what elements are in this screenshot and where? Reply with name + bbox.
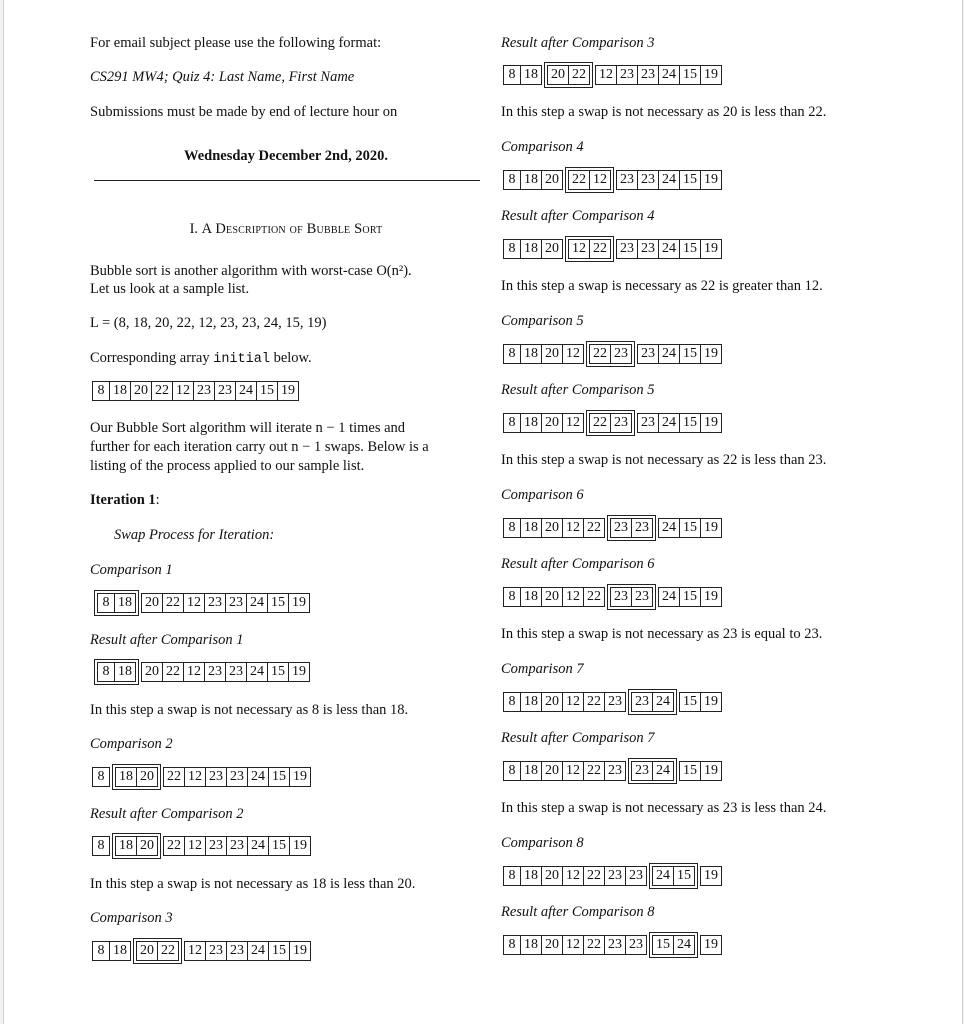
array-cell: 8 — [503, 344, 521, 364]
explanation-4: In this step a swap is necessary as 22 is greater than 12. — [501, 278, 823, 294]
compared-pair-box — [607, 584, 656, 610]
array-cell: 18 — [115, 767, 137, 787]
array-initial — [92, 381, 299, 401]
result-1-label: Result after Comparison 1 — [90, 632, 244, 648]
array-cell: 19 — [700, 587, 722, 607]
corresponding-prefix: Corresponding array — [90, 350, 210, 366]
explanation-5: In this step a swap is not necessary as 22 is less than 23. — [501, 452, 827, 468]
array-cell: 20 — [541, 344, 563, 364]
array-cell: 23 — [604, 935, 626, 955]
array-cell: 23 — [205, 941, 227, 961]
comparison-2-label: Comparison 2 — [90, 736, 173, 752]
array-cell: 23 — [637, 413, 659, 433]
section-heading — [90, 220, 482, 238]
array-cell: 15 — [256, 381, 278, 401]
array-cell: 8 — [503, 692, 521, 712]
array-cell: 18 — [520, 239, 542, 259]
array-cell: 8 — [92, 381, 110, 401]
array-cell: 8 — [503, 518, 521, 538]
array-result-7 — [503, 761, 722, 781]
array-result-3 — [503, 65, 722, 85]
array-cell: 23 — [604, 866, 626, 886]
array-cell: 22 — [163, 836, 185, 856]
comparison-6-label: Comparison 6 — [501, 487, 584, 503]
array-result-1 — [92, 662, 310, 682]
array-cell: 19 — [700, 518, 722, 538]
array-comparison-1 — [92, 593, 310, 613]
section-title: A Description of Bubble Sort — [201, 221, 383, 237]
array-cell: 15 — [268, 767, 290, 787]
array-cell: 24 — [247, 836, 269, 856]
compared-pair-box — [586, 341, 635, 367]
array-cell: 24 — [658, 344, 680, 364]
array-cell: 23 — [610, 518, 632, 538]
array-cell: 23 — [225, 593, 247, 613]
result-3-label: Result after Comparison 3 — [501, 35, 655, 51]
array-cell: 23 — [604, 761, 626, 781]
array-cell: 20 — [541, 935, 563, 955]
array-cell: 19 — [700, 692, 722, 712]
intro-line-2: Let us look at a sample list. — [90, 281, 250, 297]
array-cell: 23 — [631, 518, 653, 538]
result-4-label: Result after Comparison 4 — [501, 208, 655, 224]
comparison-5-label: Comparison 5 — [501, 313, 584, 329]
list-definition: L = (8, 18, 20, 22, 12, 23, 23, 24, 15, 19) — [90, 315, 327, 331]
array-cell: 19 — [700, 344, 722, 364]
array-cell: 24 — [235, 381, 257, 401]
array-cell: 23 — [225, 662, 247, 682]
array-cell: 19 — [288, 593, 310, 613]
array-cell: 12 — [184, 941, 206, 961]
array-cell: 15 — [679, 344, 701, 364]
array-cell: 18 — [109, 381, 131, 401]
array-cell: 22 — [568, 65, 590, 85]
compared-pair-box — [565, 167, 614, 193]
array-cell: 20 — [541, 866, 563, 886]
explanation-3: In this step a swap is not necessary as 20 is less than 22. — [501, 104, 827, 120]
array-cell: 18 — [520, 413, 542, 433]
array-cell: 23 — [604, 692, 626, 712]
array-cell: 18 — [109, 941, 131, 961]
array-cell: 19 — [288, 662, 310, 682]
array-cell: 18 — [520, 761, 542, 781]
array-comparison-4 — [503, 170, 722, 190]
array-cell: 20 — [541, 587, 563, 607]
array-cell: 23 — [625, 935, 647, 955]
array-cell: 12 — [562, 587, 584, 607]
array-cell: 20 — [541, 239, 563, 259]
array-cell: 12 — [184, 836, 206, 856]
array-cell: 19 — [289, 767, 311, 787]
email-instruction: For email subject please use the following format: — [90, 35, 382, 51]
array-cell: 24 — [673, 935, 695, 955]
document-page — [3, 0, 963, 1024]
array-cell: 12 — [562, 344, 584, 364]
array-name: initial — [213, 352, 270, 367]
iteration-label: Iteration 1 — [90, 492, 156, 508]
swap-process-label: Swap Process for Iteration: — [114, 527, 275, 543]
array-cell: 22 — [583, 518, 605, 538]
array-cell: 23 — [205, 767, 227, 787]
array-cell: 15 — [673, 866, 695, 886]
array-cell: 15 — [268, 941, 290, 961]
array-cell: 20 — [547, 65, 569, 85]
corresponding-array-line — [90, 349, 312, 369]
array-cell: 12 — [562, 866, 584, 886]
array-cell: 12 — [562, 935, 584, 955]
array-cell: 18 — [520, 866, 542, 886]
array-cell: 24 — [658, 587, 680, 607]
array-cell: 18 — [520, 692, 542, 712]
array-cell: 8 — [503, 935, 521, 955]
array-cell: 24 — [652, 692, 674, 712]
submission-instruction: Submissions must be made by end of lecture hour on — [90, 104, 398, 120]
array-cell: 23 — [610, 344, 632, 364]
array-result-4 — [503, 239, 722, 259]
array-cell: 15 — [679, 413, 701, 433]
array-cell: 19 — [700, 935, 722, 955]
compared-pair-box — [112, 764, 161, 790]
array-cell: 23 — [226, 836, 248, 856]
compared-pair-box — [94, 590, 139, 616]
array-cell: 23 — [193, 381, 215, 401]
array-cell: 15 — [679, 692, 701, 712]
array-cell: 23 — [637, 65, 659, 85]
array-cell: 12 — [183, 662, 205, 682]
array-comparison-3 — [92, 941, 311, 961]
array-cell: 20 — [136, 767, 158, 787]
array-cell: 18 — [520, 170, 542, 190]
explanation-7: In this step a swap is not necessary as 23 is less than 24. — [501, 800, 827, 816]
array-cell: 20 — [136, 941, 158, 961]
array-cell: 15 — [679, 761, 701, 781]
array-cell: 23 — [625, 866, 647, 886]
array-cell: 8 — [503, 761, 521, 781]
array-cell: 19 — [277, 381, 299, 401]
array-cell: 19 — [289, 836, 311, 856]
array-cell: 22 — [157, 941, 179, 961]
explanation-1: In this step a swap is not necessary as 8 is less than 18. — [90, 702, 409, 718]
section-number: I. — [189, 221, 199, 237]
array-cell: 19 — [700, 866, 722, 886]
array-cell: 8 — [97, 662, 115, 682]
compared-pair-box — [112, 833, 161, 859]
array-cell: 8 — [92, 941, 110, 961]
explanation-2: In this step a swap is not necessary as 18 is less than 20. — [90, 876, 416, 892]
array-cell: 22 — [583, 587, 605, 607]
array-cell: 8 — [503, 65, 521, 85]
algo-line-1: Our Bubble Sort algorithm will iterate n − 1 times and — [90, 420, 406, 436]
comparison-8-label: Comparison 8 — [501, 835, 584, 851]
intro-line-1: Bubble sort is another algorithm with worst-case O(n²). — [90, 263, 412, 279]
array-result-2 — [92, 836, 311, 856]
comparison-7-label: Comparison 7 — [501, 661, 584, 677]
array-cell: 24 — [247, 941, 269, 961]
array-cell: 22 — [583, 761, 605, 781]
array-cell: 24 — [658, 239, 680, 259]
array-cell: 15 — [679, 518, 701, 538]
array-cell: 20 — [541, 761, 563, 781]
array-cell: 8 — [503, 413, 521, 433]
array-cell: 8 — [92, 767, 110, 787]
array-cell: 20 — [541, 692, 563, 712]
array-cell: 23 — [631, 587, 653, 607]
array-cell: 22 — [583, 935, 605, 955]
corresponding-suffix: below. — [273, 350, 312, 366]
array-cell: 19 — [700, 170, 722, 190]
array-comparison-2 — [92, 767, 311, 787]
array-cell: 15 — [652, 935, 674, 955]
array-cell: 19 — [700, 239, 722, 259]
array-cell: 24 — [658, 518, 680, 538]
array-cell: 22 — [162, 662, 184, 682]
array-cell: 12 — [562, 692, 584, 712]
array-cell: 18 — [520, 344, 542, 364]
deadline: Wednesday December 2nd, 2020. — [184, 148, 388, 164]
comparison-3-label: Comparison 3 — [90, 910, 173, 926]
array-cell: 20 — [541, 170, 563, 190]
array-cell: 18 — [520, 587, 542, 607]
array-cell: 23 — [616, 65, 638, 85]
compared-pair-box — [628, 689, 677, 715]
array-cell: 12 — [183, 593, 205, 613]
array-cell: 24 — [652, 866, 674, 886]
array-cell: 8 — [503, 587, 521, 607]
array-result-8 — [503, 935, 722, 955]
array-cell: 20 — [130, 381, 152, 401]
array-cell: 19 — [700, 413, 722, 433]
array-cell: 15 — [267, 593, 289, 613]
array-cell: 24 — [658, 413, 680, 433]
array-cell: 18 — [520, 935, 542, 955]
array-cell: 12 — [589, 170, 611, 190]
compared-pair-box — [544, 62, 593, 88]
iteration-heading — [90, 491, 160, 509]
array-result-5 — [503, 413, 722, 433]
result-7-label: Result after Comparison 7 — [501, 730, 655, 746]
array-cell: 23 — [204, 662, 226, 682]
array-cell: 8 — [503, 866, 521, 886]
array-cell: 12 — [595, 65, 617, 85]
array-cell: 18 — [520, 518, 542, 538]
algo-line-3: listing of the process applied to our sample list. — [90, 458, 365, 474]
comparison-4-label: Comparison 4 — [501, 139, 584, 155]
array-cell: 22 — [583, 866, 605, 886]
compared-pair-box — [586, 410, 635, 436]
array-cell: 15 — [268, 836, 290, 856]
compared-pair-box — [94, 659, 139, 685]
array-cell: 20 — [136, 836, 158, 856]
algo-line-2: further for each iteration carry out n − 1 swaps. Below is a — [90, 439, 429, 455]
array-cell: 24 — [246, 662, 268, 682]
compared-pair-box — [649, 932, 698, 958]
array-cell: 23 — [205, 836, 227, 856]
array-comparison-7 — [503, 692, 722, 712]
array-cell: 23 — [610, 413, 632, 433]
array-cell: 15 — [679, 65, 701, 85]
array-cell: 20 — [541, 413, 563, 433]
comparison-1-label: Comparison 1 — [90, 562, 173, 578]
array-cell: 22 — [162, 593, 184, 613]
compared-pair-box — [565, 236, 614, 262]
array-cell: 8 — [92, 836, 110, 856]
array-cell: 18 — [115, 836, 137, 856]
array-result-6 — [503, 587, 722, 607]
array-cell: 18 — [114, 593, 136, 613]
array-cell: 22 — [589, 413, 611, 433]
array-cell: 22 — [151, 381, 173, 401]
array-cell: 19 — [700, 65, 722, 85]
array-cell: 19 — [700, 761, 722, 781]
array-cell: 24 — [658, 170, 680, 190]
array-cell: 18 — [114, 662, 136, 682]
subject-format: CS291 MW4; Quiz 4: Last Name, First Name — [90, 69, 355, 85]
array-cell: 15 — [679, 587, 701, 607]
array-cell: 23 — [226, 767, 248, 787]
result-2-label: Result after Comparison 2 — [90, 806, 244, 822]
array-cell: 22 — [568, 170, 590, 190]
array-cell: 15 — [679, 170, 701, 190]
array-comparison-5 — [503, 344, 722, 364]
array-cell: 23 — [204, 593, 226, 613]
array-cell: 24 — [246, 593, 268, 613]
array-cell: 12 — [562, 413, 584, 433]
array-cell: 23 — [631, 692, 653, 712]
array-cell: 15 — [679, 239, 701, 259]
array-cell: 23 — [616, 170, 638, 190]
array-cell: 22 — [583, 692, 605, 712]
array-cell: 12 — [172, 381, 194, 401]
array-cell: 23 — [610, 587, 632, 607]
result-6-label: Result after Comparison 6 — [501, 556, 655, 572]
iteration-colon: : — [155, 492, 160, 508]
array-cell: 23 — [637, 239, 659, 259]
compared-pair-box — [628, 758, 677, 784]
result-8-label: Result after Comparison 8 — [501, 904, 655, 920]
array-cell: 19 — [289, 941, 311, 961]
array-cell: 23 — [214, 381, 236, 401]
array-cell: 20 — [541, 518, 563, 538]
array-cell: 23 — [631, 761, 653, 781]
array-cell: 12 — [184, 767, 206, 787]
result-5-label: Result after Comparison 5 — [501, 382, 655, 398]
array-cell: 24 — [247, 767, 269, 787]
array-cell: 23 — [226, 941, 248, 961]
array-cell: 23 — [637, 170, 659, 190]
array-cell: 23 — [637, 344, 659, 364]
compared-pair-box — [607, 515, 656, 541]
compared-pair-box — [133, 938, 182, 964]
array-cell: 8 — [503, 239, 521, 259]
array-cell: 20 — [141, 593, 163, 613]
explanation-6: In this step a swap is not necessary as 23 is equal to 23. — [501, 626, 823, 642]
array-cell: 22 — [589, 239, 611, 259]
array-cell: 24 — [658, 65, 680, 85]
array-comparison-6 — [503, 518, 722, 538]
array-cell: 12 — [562, 761, 584, 781]
array-cell: 18 — [520, 65, 542, 85]
array-cell: 8 — [503, 170, 521, 190]
array-cell: 22 — [163, 767, 185, 787]
array-cell: 23 — [616, 239, 638, 259]
array-cell: 15 — [267, 662, 289, 682]
array-cell: 20 — [141, 662, 163, 682]
array-cell: 12 — [568, 239, 590, 259]
compared-pair-box — [649, 863, 698, 889]
array-cell: 24 — [652, 761, 674, 781]
array-cell: 8 — [97, 593, 115, 613]
array-cell: 22 — [589, 344, 611, 364]
divider — [94, 180, 480, 181]
array-cell: 12 — [562, 518, 584, 538]
array-comparison-8 — [503, 866, 722, 886]
